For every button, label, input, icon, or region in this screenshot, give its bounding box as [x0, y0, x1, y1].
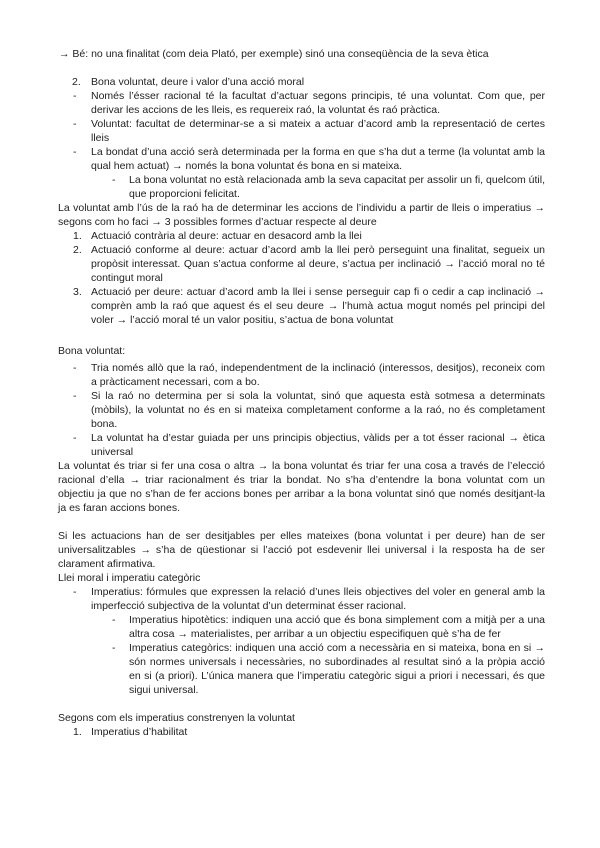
- paragraph-universalitzables: Si les actuacions han de ser desitjables per elles mateixes (bona voluntat i per deure) han de ser universalitzables → s’ha de qüestionar si l’acció pot esdevenir llei universal i la resposta ha de ser clarament afirmativa.: [58, 530, 545, 570]
- sub-list-item: - Imperatius categòrics: indiquen una acció com a necessària en si mateixa, bona en si → són normes universals i necessàries, no subordinades al resultat sinó a la pròpia acció en si (a priori). L’única manera que l’imperatiu categòric sigui a priori i necessari, és que sigui universal.: [112, 642, 545, 696]
- sub-list-item: - Imperatius hipotètics: indiquen una acció que és bona simplement com a mitjà per a una altra cosa → materialistes, per arribar a un objectiu especifiquen què s’ha de fer: [112, 614, 545, 640]
- section-title-imperatius: Segons com els imperatius constrenyen la voluntat: [58, 712, 295, 724]
- section-heading-2: [72, 75, 545, 89]
- list-item: - La bondat d’una acció serà determinada per la forma en que s’ha dut a terme (la voluntat amb la qual hem actuat) → només la bona voluntat és bona en si mateixa.: [73, 146, 545, 172]
- numbered-item: 1. Imperatius d’habilitat: [73, 726, 188, 738]
- document-page: [58, 47, 545, 739]
- heading-text: Bona voluntat, deure i valor d’una acció moral: [91, 76, 305, 88]
- list-item: - Imperatius: fórmules que expressen la relació d’unes lleis objectives del voler en general amb la imperfecció subjectiva de la voluntat d’un determinat ésser racional.: [73, 586, 545, 612]
- list-item: - Tria només allò que la raó, independentment de la inclinació (interessos, desitjos), reconeix com a pràcticament necessari, com a bo.: [73, 362, 545, 388]
- numbered-item: 2. Actuació conforme al deure: actuar d’acord amb la llei però perseguint una finalitat, segueix un propòsit interessat. Quan s’actua conforme al deure, s’actua per inclinació → l’acció moral no té contingut moral: [73, 244, 545, 284]
- heading-number: 2.: [72, 76, 81, 88]
- list-item: - Voluntat: facultat de determinar-se a si mateix a actuar d’acord amb la representació de certes lleis: [73, 118, 545, 144]
- list-item: - La voluntat ha d’estar guiada per uns principis objectius, vàlids per a tot ésser racional → ètica universal: [73, 432, 545, 458]
- list-item: - Si la raó no determina per si sola la voluntat, sinó que aquesta està sotmesa a determinats (mòbils), la voluntat no és en si mateixa completament conforme a la raó, no és completament bona.: [73, 390, 545, 430]
- paragraph-voluntat: La voluntat és triar si fer una cosa o altra → la bona voluntat és triar fer una cosa a través de l’elecció racional d’ella → triar racionalment és triar la bondat. No s’ha d’entendre la bona voluntat com un objectiu ja que no s’han de fer accions bones per arribar a la bona voluntat sinó que només desitjant-la ja es faran accions bones.: [58, 460, 545, 514]
- list-item: - Només l’ésser racional té la facultat d’actuar segons principis, té una voluntat. Com que, per derivar les accions de les lleis, es requereix raó, la voluntat és raó pràctica.: [73, 90, 545, 116]
- section-title-llei-moral: Llei moral i imperatiu categòric: [58, 572, 201, 584]
- line-be: → Bé: no una finalitat (com deia Plató, per exemple) sinó una conseqüència de la seva ètica: [59, 48, 489, 60]
- section-title-bona-voluntat: Bona voluntat:: [58, 345, 126, 357]
- intro-paragraph: La voluntat amb l’ús de la raó ha de determinar les accions de l’individu a partir de lleis o imperatius → segons com ho faci → 3 possibles formes d’actuar respecte al deure: [58, 202, 545, 228]
- numbered-item: 3. Actuació per deure: actuar d’acord amb la llei i sense perseguir cap fi o cedir a cap inclinació → comprèn amb la raó que aquest és el seu deure → l’humà actua mogut només pel principi del voler → l’acció moral té un valor positiu, s’actua de bona voluntat: [73, 286, 545, 326]
- sub-list-item: - La bona voluntat no està relacionada amb la seva capacitat per assolir un fi, quelcom útil, que proporcioni felicitat.: [112, 174, 545, 200]
- numbered-item: 1. Actuació contrària al deure: actuar en desacord amb la llei: [73, 230, 362, 242]
